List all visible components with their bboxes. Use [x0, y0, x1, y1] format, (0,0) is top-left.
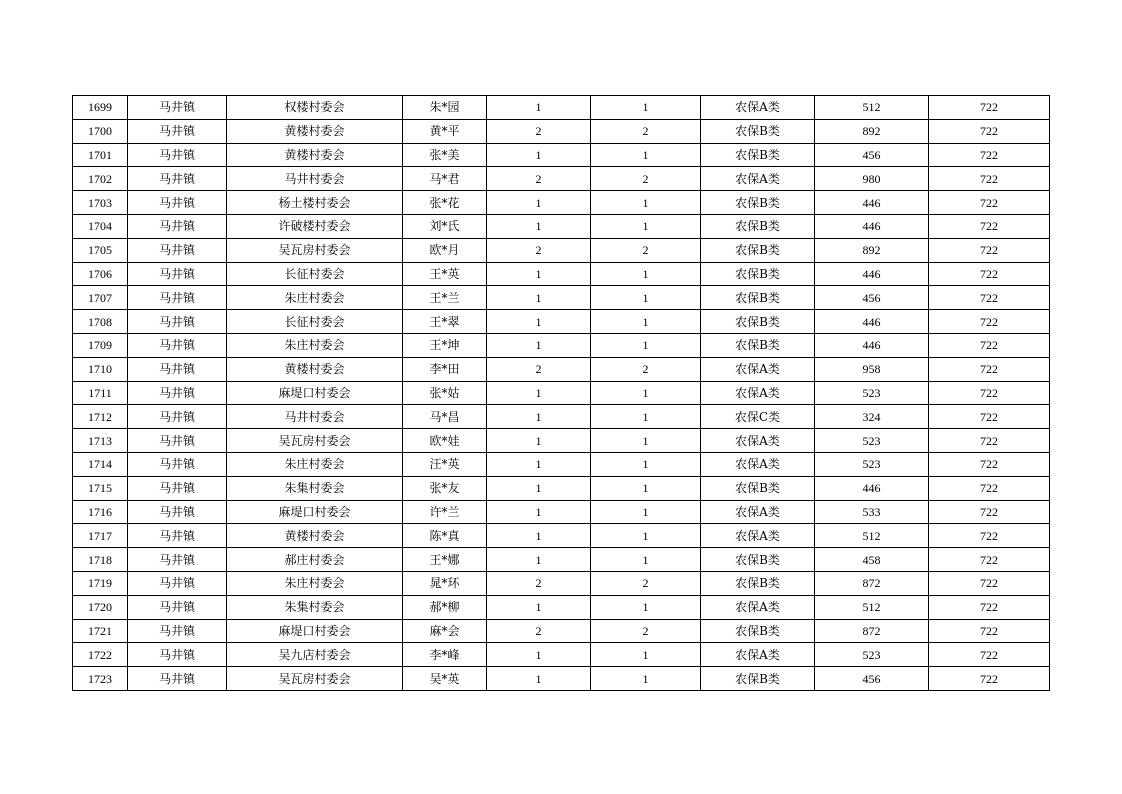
town-cell: 马井镇 [128, 524, 227, 548]
count-a-cell: 1 [487, 381, 591, 405]
count-a-cell: 1 [487, 262, 591, 286]
table-row [73, 238, 1050, 262]
count-a-cell: 1 [487, 524, 591, 548]
village-committee-cell: 麻堤口村委会 [227, 381, 403, 405]
code-cell: 722 [929, 548, 1050, 572]
code-cell: 722 [929, 214, 1050, 238]
name-cell: 刘*氏 [403, 214, 487, 238]
code-cell: 722 [929, 333, 1050, 357]
amount-cell: 456 [815, 143, 929, 167]
town-cell: 马井镇 [128, 191, 227, 215]
table-row [73, 452, 1050, 476]
serial-no-cell: 1711 [73, 381, 128, 405]
amount-cell: 872 [815, 571, 929, 595]
village-committee-cell: 长征村委会 [227, 310, 403, 334]
table-row [73, 167, 1050, 191]
village-committee-cell: 麻堤口村委会 [227, 500, 403, 524]
count-b-cell: 2 [591, 119, 701, 143]
village-committee-cell: 朱集村委会 [227, 595, 403, 619]
count-a-cell: 1 [487, 333, 591, 357]
count-b-cell: 1 [591, 500, 701, 524]
serial-no-cell: 1721 [73, 619, 128, 643]
town-cell: 马井镇 [128, 333, 227, 357]
name-cell: 王*翠 [403, 310, 487, 334]
count-b-cell: 1 [591, 191, 701, 215]
town-cell: 马井镇 [128, 310, 227, 334]
count-b-cell: 1 [591, 333, 701, 357]
village-committee-cell: 朱集村委会 [227, 476, 403, 500]
serial-no-cell: 1708 [73, 310, 128, 334]
amount-cell: 324 [815, 405, 929, 429]
count-b-cell: 1 [591, 143, 701, 167]
code-cell: 722 [929, 262, 1050, 286]
serial-no-cell: 1715 [73, 476, 128, 500]
amount-cell: 446 [815, 476, 929, 500]
code-cell: 722 [929, 524, 1050, 548]
count-b-cell: 1 [591, 286, 701, 310]
name-cell: 欧*娃 [403, 429, 487, 453]
code-cell: 722 [929, 191, 1050, 215]
category-cell: 农保A类 [701, 452, 815, 476]
name-cell: 李*田 [403, 357, 487, 381]
count-a-cell: 1 [487, 286, 591, 310]
amount-cell: 446 [815, 310, 929, 334]
category-cell: 农保B类 [701, 286, 815, 310]
serial-no-cell: 1722 [73, 643, 128, 667]
name-cell: 朱*园 [403, 96, 487, 120]
count-b-cell: 2 [591, 357, 701, 381]
category-cell: 农保A类 [701, 643, 815, 667]
table-row [73, 476, 1050, 500]
table-row [73, 595, 1050, 619]
town-cell: 马井镇 [128, 643, 227, 667]
village-committee-cell: 杨土楼村委会 [227, 191, 403, 215]
code-cell: 722 [929, 286, 1050, 310]
village-committee-cell: 马井村委会 [227, 167, 403, 191]
count-a-cell: 1 [487, 429, 591, 453]
category-cell: 农保A类 [701, 429, 815, 453]
count-b-cell: 1 [591, 214, 701, 238]
village-committee-cell: 朱庄村委会 [227, 452, 403, 476]
serial-no-cell: 1700 [73, 119, 128, 143]
data-sheet [72, 95, 1050, 691]
code-cell: 722 [929, 452, 1050, 476]
town-cell: 马井镇 [128, 262, 227, 286]
count-a-cell: 1 [487, 214, 591, 238]
name-cell: 马*昌 [403, 405, 487, 429]
count-a-cell: 1 [487, 500, 591, 524]
amount-cell: 523 [815, 429, 929, 453]
town-cell: 马井镇 [128, 619, 227, 643]
code-cell: 722 [929, 571, 1050, 595]
table-row [73, 286, 1050, 310]
count-b-cell: 1 [591, 548, 701, 572]
count-a-cell: 2 [487, 167, 591, 191]
count-a-cell: 2 [487, 357, 591, 381]
town-cell: 马井镇 [128, 238, 227, 262]
count-b-cell: 1 [591, 96, 701, 120]
count-a-cell: 1 [487, 476, 591, 500]
village-committee-cell: 吴瓦房村委会 [227, 667, 403, 691]
count-b-cell: 1 [591, 405, 701, 429]
amount-cell: 980 [815, 167, 929, 191]
serial-no-cell: 1699 [73, 96, 128, 120]
amount-cell: 446 [815, 262, 929, 286]
name-cell: 马*君 [403, 167, 487, 191]
town-cell: 马井镇 [128, 500, 227, 524]
count-b-cell: 1 [591, 381, 701, 405]
category-cell: 农保B类 [701, 119, 815, 143]
code-cell: 722 [929, 238, 1050, 262]
table-row [73, 119, 1050, 143]
town-cell: 马井镇 [128, 143, 227, 167]
serial-no-cell: 1720 [73, 595, 128, 619]
table-row [73, 500, 1050, 524]
category-cell: 农保A类 [701, 381, 815, 405]
town-cell: 马井镇 [128, 167, 227, 191]
count-b-cell: 1 [591, 310, 701, 334]
table-row [73, 143, 1050, 167]
name-cell: 王*英 [403, 262, 487, 286]
code-cell: 722 [929, 310, 1050, 334]
village-committee-cell: 黄楼村委会 [227, 143, 403, 167]
code-cell: 722 [929, 167, 1050, 191]
count-a-cell: 1 [487, 643, 591, 667]
town-cell: 马井镇 [128, 476, 227, 500]
village-committee-cell: 郝庄村委会 [227, 548, 403, 572]
table-row [73, 548, 1050, 572]
serial-no-cell: 1702 [73, 167, 128, 191]
name-cell: 王*兰 [403, 286, 487, 310]
count-a-cell: 2 [487, 571, 591, 595]
table-row [73, 571, 1050, 595]
name-cell: 张*美 [403, 143, 487, 167]
town-cell: 马井镇 [128, 548, 227, 572]
code-cell: 722 [929, 500, 1050, 524]
name-cell: 王*娜 [403, 548, 487, 572]
town-cell: 马井镇 [128, 452, 227, 476]
code-cell: 722 [929, 429, 1050, 453]
serial-no-cell: 1709 [73, 333, 128, 357]
code-cell: 722 [929, 619, 1050, 643]
serial-no-cell: 1713 [73, 429, 128, 453]
table-row [73, 310, 1050, 334]
town-cell: 马井镇 [128, 286, 227, 310]
name-cell: 张*友 [403, 476, 487, 500]
count-a-cell: 1 [487, 310, 591, 334]
category-cell: 农保B类 [701, 262, 815, 286]
amount-cell: 456 [815, 667, 929, 691]
count-b-cell: 1 [591, 262, 701, 286]
serial-no-cell: 1706 [73, 262, 128, 286]
code-cell: 722 [929, 643, 1050, 667]
count-b-cell: 2 [591, 571, 701, 595]
name-cell: 麻*会 [403, 619, 487, 643]
serial-no-cell: 1704 [73, 214, 128, 238]
village-committee-cell: 黄楼村委会 [227, 357, 403, 381]
serial-no-cell: 1719 [73, 571, 128, 595]
amount-cell: 523 [815, 381, 929, 405]
count-b-cell: 2 [591, 619, 701, 643]
count-a-cell: 1 [487, 452, 591, 476]
table-row [73, 667, 1050, 691]
table-row [73, 96, 1050, 120]
count-a-cell: 1 [487, 667, 591, 691]
count-a-cell: 1 [487, 191, 591, 215]
amount-cell: 458 [815, 548, 929, 572]
category-cell: 农保B类 [701, 143, 815, 167]
count-b-cell: 1 [591, 452, 701, 476]
village-committee-cell: 吴瓦房村委会 [227, 238, 403, 262]
category-cell: 农保A类 [701, 96, 815, 120]
code-cell: 722 [929, 96, 1050, 120]
village-committee-cell: 长征村委会 [227, 262, 403, 286]
town-cell: 马井镇 [128, 357, 227, 381]
serial-no-cell: 1714 [73, 452, 128, 476]
name-cell: 欧*月 [403, 238, 487, 262]
category-cell: 农保A类 [701, 524, 815, 548]
category-cell: 农保B类 [701, 548, 815, 572]
table-row [73, 191, 1050, 215]
count-a-cell: 2 [487, 238, 591, 262]
name-cell: 陈*真 [403, 524, 487, 548]
name-cell: 汪*英 [403, 452, 487, 476]
town-cell: 马井镇 [128, 595, 227, 619]
amount-cell: 512 [815, 96, 929, 120]
count-b-cell: 1 [591, 643, 701, 667]
category-cell: 农保B类 [701, 333, 815, 357]
town-cell: 马井镇 [128, 96, 227, 120]
category-cell: 农保B类 [701, 667, 815, 691]
amount-cell: 523 [815, 452, 929, 476]
amount-cell: 456 [815, 286, 929, 310]
village-committee-cell: 朱庄村委会 [227, 333, 403, 357]
table-row [73, 619, 1050, 643]
category-cell: 农保A类 [701, 167, 815, 191]
category-cell: 农保B类 [701, 238, 815, 262]
table-row [73, 405, 1050, 429]
serial-no-cell: 1712 [73, 405, 128, 429]
amount-cell: 446 [815, 333, 929, 357]
category-cell: 农保B类 [701, 571, 815, 595]
category-cell: 农保B类 [701, 476, 815, 500]
town-cell: 马井镇 [128, 405, 227, 429]
category-cell: 农保B类 [701, 214, 815, 238]
name-cell: 郝*柳 [403, 595, 487, 619]
category-cell: 农保A类 [701, 595, 815, 619]
category-cell: 农保A类 [701, 500, 815, 524]
village-committee-cell: 黄楼村委会 [227, 119, 403, 143]
code-cell: 722 [929, 381, 1050, 405]
village-committee-cell: 黄楼村委会 [227, 524, 403, 548]
amount-cell: 958 [815, 357, 929, 381]
category-cell: 农保C类 [701, 405, 815, 429]
village-committee-cell: 朱庄村委会 [227, 571, 403, 595]
serial-no-cell: 1716 [73, 500, 128, 524]
count-b-cell: 1 [591, 667, 701, 691]
town-cell: 马井镇 [128, 429, 227, 453]
code-cell: 722 [929, 357, 1050, 381]
village-committee-cell: 马井村委会 [227, 405, 403, 429]
village-committee-cell: 吴瓦房村委会 [227, 429, 403, 453]
count-a-cell: 2 [487, 619, 591, 643]
town-cell: 马井镇 [128, 571, 227, 595]
category-cell: 农保B类 [701, 191, 815, 215]
table-row [73, 333, 1050, 357]
code-cell: 722 [929, 119, 1050, 143]
serial-no-cell: 1723 [73, 667, 128, 691]
name-cell: 黄*平 [403, 119, 487, 143]
amount-cell: 533 [815, 500, 929, 524]
table-body [73, 96, 1050, 691]
amount-cell: 512 [815, 524, 929, 548]
count-b-cell: 1 [591, 595, 701, 619]
amount-cell: 892 [815, 238, 929, 262]
serial-no-cell: 1707 [73, 286, 128, 310]
category-cell: 农保B类 [701, 619, 815, 643]
count-b-cell: 2 [591, 238, 701, 262]
town-cell: 马井镇 [128, 214, 227, 238]
village-committee-cell: 许破楼村委会 [227, 214, 403, 238]
table-row [73, 357, 1050, 381]
code-cell: 722 [929, 476, 1050, 500]
code-cell: 722 [929, 595, 1050, 619]
amount-cell: 446 [815, 214, 929, 238]
name-cell: 吴*英 [403, 667, 487, 691]
town-cell: 马井镇 [128, 667, 227, 691]
category-cell: 农保B类 [701, 310, 815, 334]
category-cell: 农保A类 [701, 357, 815, 381]
amount-cell: 523 [815, 643, 929, 667]
count-a-cell: 1 [487, 143, 591, 167]
amount-cell: 446 [815, 191, 929, 215]
table-row [73, 429, 1050, 453]
code-cell: 722 [929, 405, 1050, 429]
code-cell: 722 [929, 143, 1050, 167]
village-committee-cell: 麻堤口村委会 [227, 619, 403, 643]
count-b-cell: 2 [591, 167, 701, 191]
village-committee-cell: 吴九店村委会 [227, 643, 403, 667]
count-a-cell: 2 [487, 119, 591, 143]
count-a-cell: 1 [487, 96, 591, 120]
town-cell: 马井镇 [128, 381, 227, 405]
name-cell: 张*姑 [403, 381, 487, 405]
serial-no-cell: 1710 [73, 357, 128, 381]
code-cell: 722 [929, 667, 1050, 691]
records-table [72, 95, 1050, 691]
serial-no-cell: 1701 [73, 143, 128, 167]
serial-no-cell: 1703 [73, 191, 128, 215]
name-cell: 许*兰 [403, 500, 487, 524]
count-a-cell: 1 [487, 548, 591, 572]
amount-cell: 892 [815, 119, 929, 143]
name-cell: 晁*环 [403, 571, 487, 595]
table-row [73, 214, 1050, 238]
name-cell: 张*花 [403, 191, 487, 215]
serial-no-cell: 1717 [73, 524, 128, 548]
table-row [73, 381, 1050, 405]
table-row [73, 643, 1050, 667]
town-cell: 马井镇 [128, 119, 227, 143]
name-cell: 王*坤 [403, 333, 487, 357]
serial-no-cell: 1705 [73, 238, 128, 262]
count-a-cell: 1 [487, 405, 591, 429]
count-b-cell: 1 [591, 476, 701, 500]
name-cell: 李*峰 [403, 643, 487, 667]
village-committee-cell: 权楼村委会 [227, 96, 403, 120]
table-row [73, 262, 1050, 286]
count-a-cell: 1 [487, 595, 591, 619]
count-b-cell: 1 [591, 524, 701, 548]
table-row [73, 524, 1050, 548]
serial-no-cell: 1718 [73, 548, 128, 572]
count-b-cell: 1 [591, 429, 701, 453]
amount-cell: 872 [815, 619, 929, 643]
village-committee-cell: 朱庄村委会 [227, 286, 403, 310]
amount-cell: 512 [815, 595, 929, 619]
